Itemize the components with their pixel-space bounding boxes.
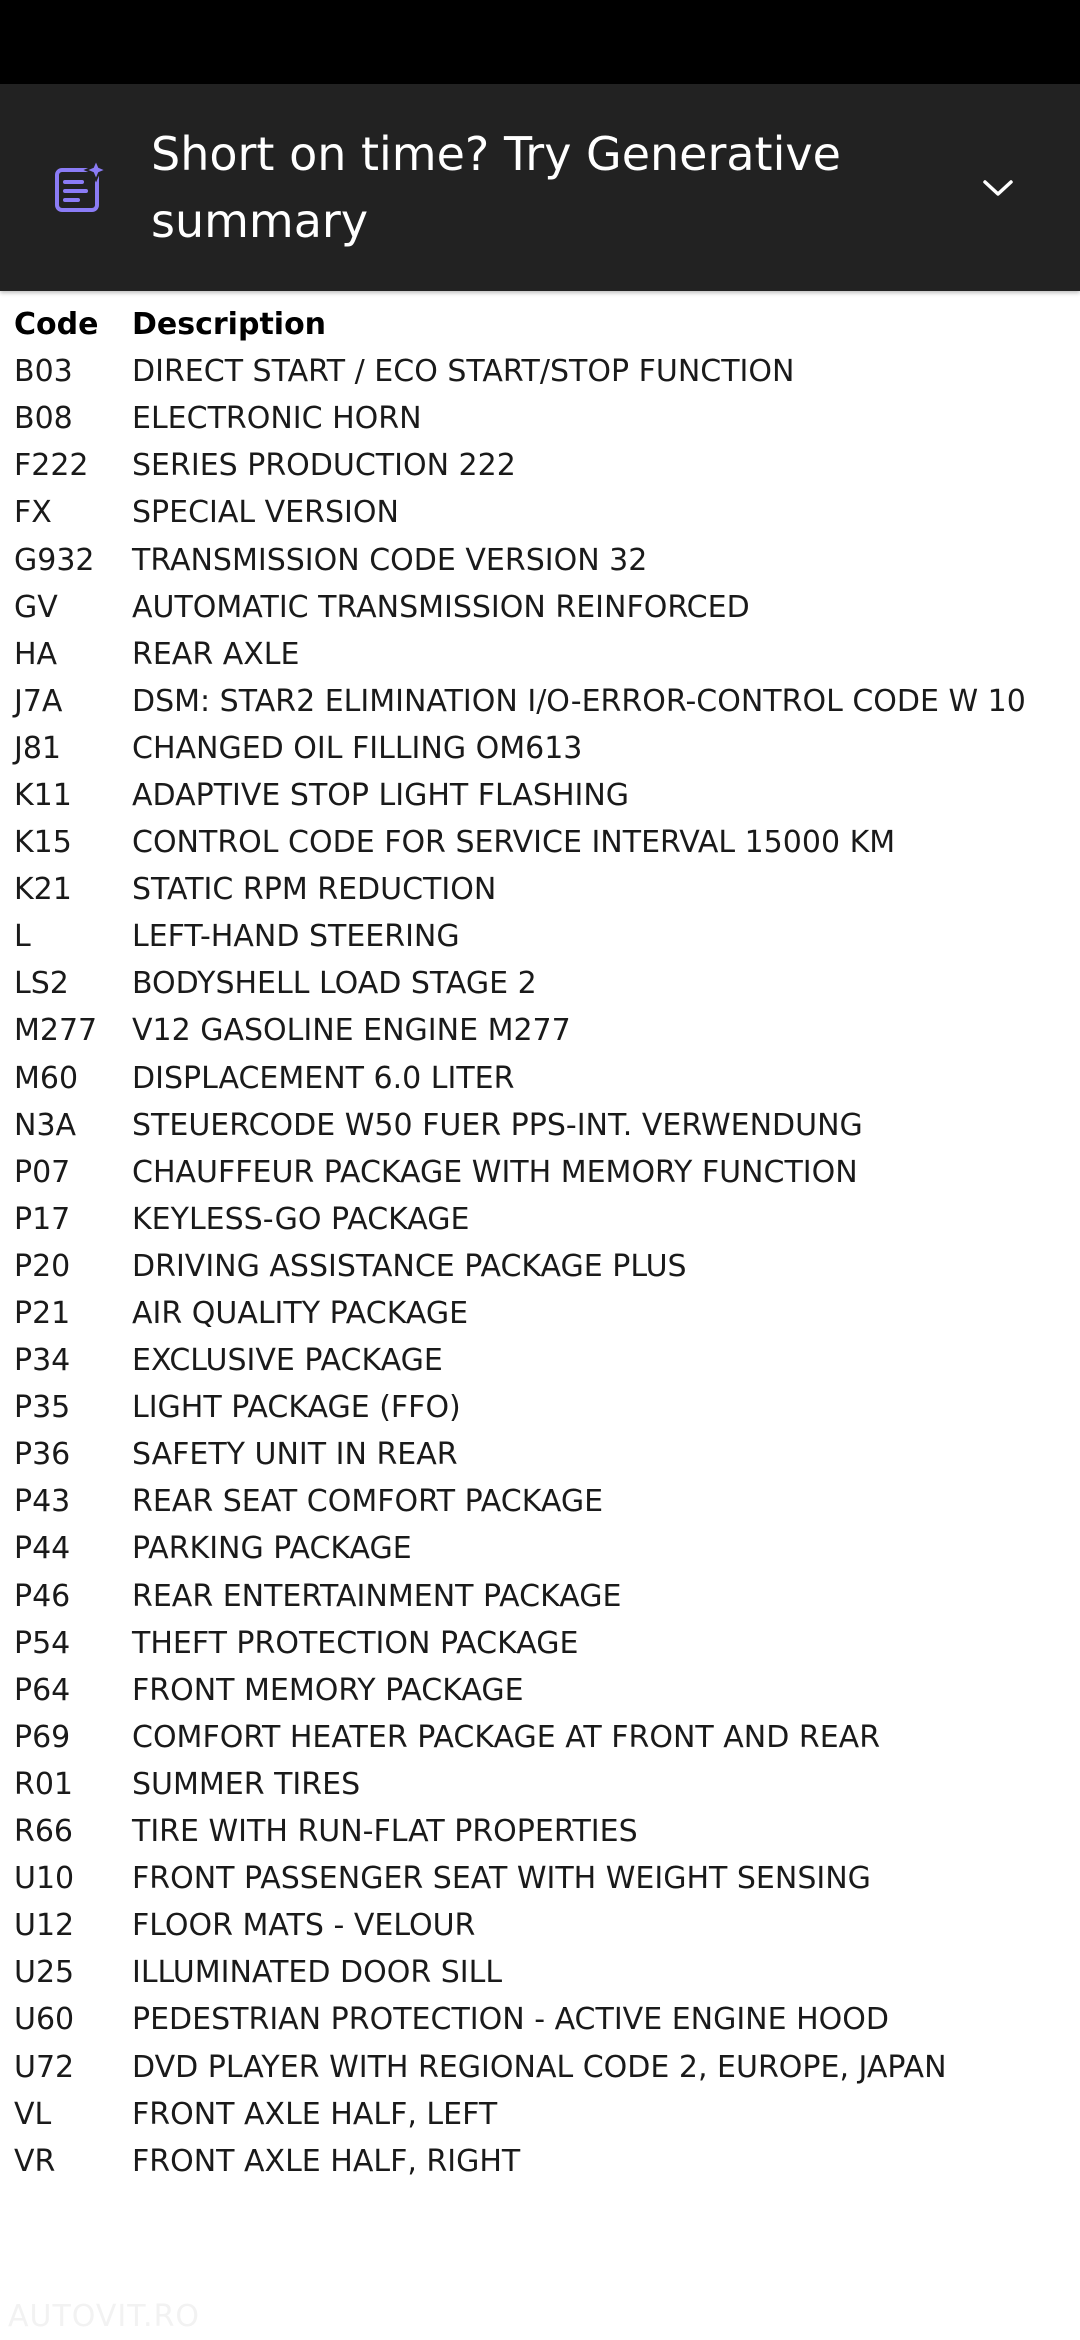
option-code: K11 (14, 777, 72, 813)
option-code: P64 (14, 1672, 71, 1708)
option-description: AUTOMATIC TRANSMISSION REINFORCED (132, 589, 750, 625)
option-description: V12 GASOLINE ENGINE M277 (132, 1013, 571, 1049)
table-row (14, 584, 1080, 631)
table-row (14, 631, 1080, 678)
option-description: TRANSMISSION CODE VERSION 32 (132, 542, 648, 578)
option-code: U60 (14, 2002, 75, 2038)
option-code: P20 (14, 1248, 71, 1284)
option-description: FLOOR MATS - VELOUR (132, 1908, 476, 1944)
option-code: U10 (14, 1861, 75, 1897)
table-row (14, 866, 1080, 913)
option-description: REAR AXLE (132, 636, 300, 672)
option-code: P17 (14, 1201, 71, 1237)
option-code: P69 (14, 1719, 71, 1755)
options-table (0, 291, 1080, 2185)
table-row (14, 1573, 1080, 1620)
option-description: REAR ENTERTAINMENT PACKAGE (132, 1578, 622, 1614)
option-description: DIRECT START / ECO START/STOP FUNCTION (132, 354, 795, 390)
chevron-down-icon[interactable] (982, 178, 1014, 198)
table-row (14, 1902, 1080, 1949)
option-code: R01 (14, 1766, 74, 1802)
option-code: P34 (14, 1343, 71, 1379)
option-description: SUMMER TIRES (132, 1766, 361, 1802)
table-row (14, 395, 1080, 442)
option-description: BODYSHELL LOAD STAGE 2 (132, 966, 537, 1002)
option-description: PARKING PACKAGE (132, 1531, 412, 1567)
table-row (14, 1714, 1080, 1761)
option-description: FRONT AXLE HALF, LEFT (132, 2096, 498, 2132)
option-description: TIRE WITH RUN-FLAT PROPERTIES (132, 1814, 638, 1850)
generative-summary-banner[interactable] (0, 84, 1080, 291)
table-row (14, 1996, 1080, 2043)
option-description: DRIVING ASSISTANCE PACKAGE PLUS (132, 1248, 687, 1284)
option-code: L (14, 919, 31, 955)
option-description: AIR QUALITY PACKAGE (132, 1296, 469, 1332)
option-description: CHAUFFEUR PACKAGE WITH MEMORY FUNCTION (132, 1154, 858, 1190)
option-description: ELECTRONIC HORN (132, 401, 422, 437)
option-code: P35 (14, 1390, 71, 1426)
option-code: M277 (14, 1013, 98, 1049)
option-code: FX (14, 495, 52, 531)
option-description: LIGHT PACKAGE (FFO) (132, 1390, 461, 1426)
option-description: STEUERCODE W50 FUER PPS-INT. VERWENDUNG (132, 1107, 863, 1143)
table-row (14, 1290, 1080, 1337)
option-code: M60 (14, 1060, 79, 1096)
table-row (14, 536, 1080, 583)
option-description: FRONT AXLE HALF, RIGHT (132, 2143, 521, 2179)
option-code: P36 (14, 1437, 71, 1473)
option-code: K15 (14, 825, 72, 861)
option-code: P46 (14, 1578, 71, 1614)
option-description: SERIES PRODUCTION 222 (132, 448, 516, 484)
column-header-code: Code (14, 307, 99, 343)
option-code: HA (14, 636, 58, 672)
status-bar (0, 0, 1080, 84)
option-description: SPECIAL VERSION (132, 495, 399, 531)
table-row (14, 1761, 1080, 1808)
table-row (14, 1620, 1080, 1667)
option-code: U72 (14, 2049, 75, 2085)
option-code: P07 (14, 1154, 71, 1190)
table-header (14, 301, 1080, 348)
generative-summary-icon (52, 160, 108, 216)
table-row (14, 1949, 1080, 1996)
option-code: P54 (14, 1625, 71, 1661)
option-description: DISPLACEMENT 6.0 LITER (132, 1060, 515, 1096)
option-description: ADAPTIVE STOP LIGHT FLASHING (132, 777, 630, 813)
option-code: GV (14, 589, 58, 625)
option-code: F222 (14, 448, 89, 484)
table-row (14, 489, 1080, 536)
option-description: SAFETY UNIT IN REAR (132, 1437, 458, 1473)
table-row (14, 678, 1080, 725)
table-row (14, 1808, 1080, 1855)
option-code: LS2 (14, 966, 69, 1002)
watermark: AUTOVIT.RO (8, 2299, 201, 2334)
option-description: STATIC RPM REDUCTION (132, 872, 497, 908)
table-row (14, 913, 1080, 960)
option-description: ILLUMINATED DOOR SILL (132, 1955, 503, 1991)
option-code: U12 (14, 1908, 75, 1944)
table-row (14, 1855, 1080, 1902)
table-row (14, 772, 1080, 819)
option-code: K21 (14, 872, 72, 908)
table-row (14, 1149, 1080, 1196)
table-row (14, 1055, 1080, 1102)
option-code: B08 (14, 401, 73, 437)
option-description: KEYLESS-GO PACKAGE (132, 1201, 470, 1237)
option-description: THEFT PROTECTION PACKAGE (132, 1625, 579, 1661)
option-code: P21 (14, 1296, 71, 1332)
banner-title: Short on time? Try Generative summary (151, 126, 841, 248)
option-code: R66 (14, 1814, 74, 1850)
option-description: EXCLUSIVE PACKAGE (132, 1343, 443, 1379)
table-row (14, 2138, 1080, 2185)
table-row (14, 1007, 1080, 1054)
table-row (14, 1478, 1080, 1525)
table-row (14, 725, 1080, 772)
table-row (14, 348, 1080, 395)
table-row (14, 1525, 1080, 1572)
option-description: FRONT MEMORY PACKAGE (132, 1672, 524, 1708)
option-code: P43 (14, 1484, 71, 1520)
option-code: U25 (14, 1955, 75, 1991)
table-row (14, 2091, 1080, 2138)
option-description: REAR SEAT COMFORT PACKAGE (132, 1484, 604, 1520)
option-description: CONTROL CODE FOR SERVICE INTERVAL 15000 KM (132, 825, 896, 861)
table-row (14, 1384, 1080, 1431)
option-description: DSM: STAR2 ELIMINATION I/O-ERROR-CONTROL CODE W 10 (132, 683, 1026, 719)
table-row (14, 442, 1080, 489)
option-description: DVD PLAYER WITH REGIONAL CODE 2, EUROPE, JAPAN (132, 2049, 947, 2085)
table-row (14, 819, 1080, 866)
table-row (14, 1102, 1080, 1149)
option-code: VL (14, 2096, 52, 2132)
option-code: N3A (14, 1107, 77, 1143)
option-code: J7A (14, 683, 63, 719)
table-row (14, 1196, 1080, 1243)
option-description: PEDESTRIAN PROTECTION - ACTIVE ENGINE HOOD (132, 2002, 890, 2038)
table-row (14, 1337, 1080, 1384)
option-code: J81 (14, 730, 62, 766)
option-description: LEFT-HAND STEERING (132, 919, 460, 955)
option-code: VR (14, 2143, 56, 2179)
table-body (14, 348, 1080, 2185)
table-row (14, 1243, 1080, 1290)
option-code: B03 (14, 354, 73, 390)
table-row (14, 960, 1080, 1007)
option-code: P44 (14, 1531, 71, 1567)
table-row (14, 1667, 1080, 1714)
column-header-description: Description (132, 307, 327, 343)
table-row (14, 1431, 1080, 1478)
option-description: FRONT PASSENGER SEAT WITH WEIGHT SENSING (132, 1861, 871, 1897)
option-description: CHANGED OIL FILLING OM613 (132, 730, 583, 766)
table-row (14, 2043, 1080, 2090)
option-description: COMFORT HEATER PACKAGE AT FRONT AND REAR (132, 1719, 881, 1755)
option-code: G932 (14, 542, 95, 578)
